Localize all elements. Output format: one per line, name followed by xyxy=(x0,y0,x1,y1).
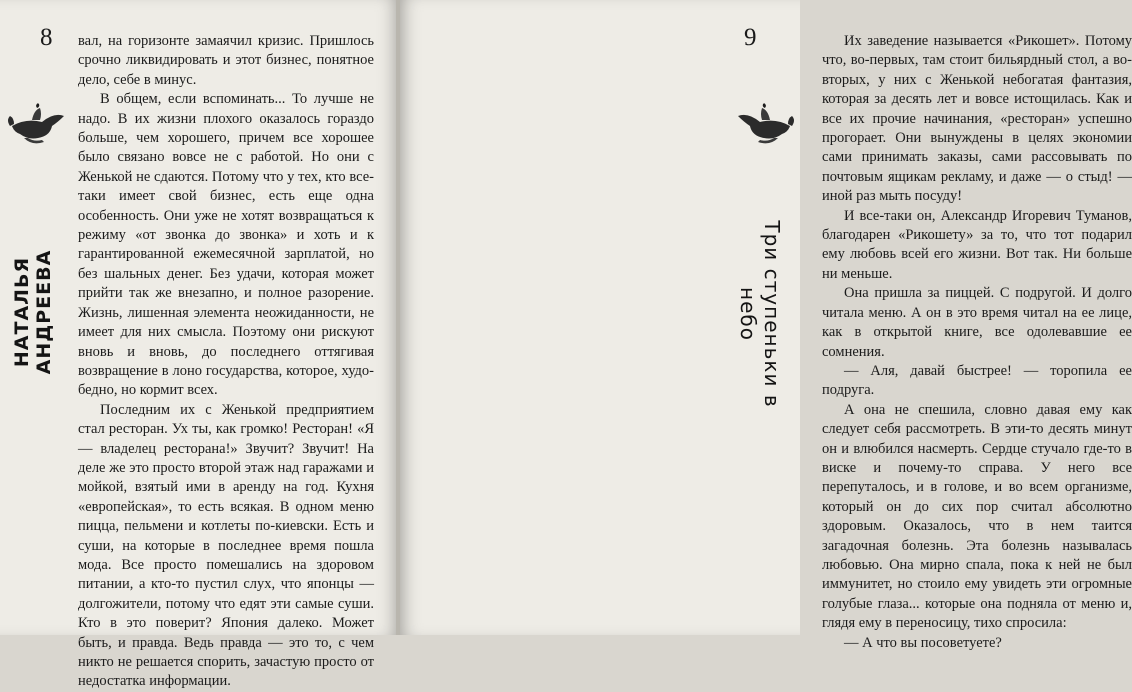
genie-lamp-icon xyxy=(6,96,68,150)
left-page xyxy=(0,0,398,690)
paragraph: Она пришла за пиццей. С подругой. И долго читала меню. А он в это время читал на ее лице, как в открытой книге, все одолевавшие ее сомнения. xyxy=(822,285,1132,360)
paragraph: Их заведение называется «Рикошет». Потому что, во-первых, там стоит бильярдный стол, а во-вторых, у них с Женькой небогатая фантазия, которая за десять лет и вовсе истощилась. Как и все их прочие начинания, «ресторан» успешно прогорает. Они вынуждены в целях экономии сами принимать заказы, сами рассовывать по почтовым ящикам рекламу, и даже — о стыд! — иной раз мыть посуду! xyxy=(822,33,1132,205)
paragraph: В общем, если вспоминать... То лучше не надо. В их жизни плохого оказалось гораздо больше, чем хорошего, причем все хорошее было связано вовсе не с работой. Но они с Женькой не сдаются. Потому что у тех, кто все-таки имеет свой бизнес, есть еще одна особенность. Они уже не хотят возвращаться к режиму «от звонка до звонка» и хоть и к гарантированной ежемесячной зарплатой, но без шальных денег. Без удачи, которая может прийти так же внезапно, и полное разорение. Жизнь, лишенная элемента неожиданности, не имеет для них смысла. Поэтому они рискуют вновь и вновь, до последнего оттягивая возвращение в лоно государства, которое, худо-бедно, но кормит всех. xyxy=(78,91,374,399)
paragraph: вал, на горизонте замаячил кризис. Пришлось срочно ликвидировать и этот бизнес, понятное дело, себе в минус. xyxy=(78,33,374,88)
paragraph: — Аля, давай быстрее! — торопила ее подруга. xyxy=(822,362,1132,399)
page-number-right: 9 xyxy=(744,24,757,51)
running-head-author: НАТАЛЬЯ АНДРЕЕВА xyxy=(11,249,55,375)
right-page-body xyxy=(822,32,1132,653)
page-number-left: 8 xyxy=(40,24,53,51)
genie-lamp-icon xyxy=(734,96,796,150)
paragraph: — А что вы посоветуете? xyxy=(844,634,1002,651)
running-head-title: Три ступеньки в небо xyxy=(736,220,784,408)
paragraph: Последним их с Женькой предприятием стал ресторан. Ух ты, как громко! Ресторан! «Я — владелец ресторана!» Звучит? Звучит! На деле же это просто второй этаж над гаражами и мойкой, взятый ими в аренду на год. Кухня «европейская», то есть всякая. В одном меню пицца, пельмени и котлеты по-киевски. Есть и суши, на которые в последнее время пошла мода. Все просто помешались на здоровом питании, а кто-то пустил слух, что японцы — долгожители, потому что едят эти самые суши. Кто в это поверит? Япония далеко. Может быть, и правда. Ведь правда — это то, с чем никто не решается спорить, зачастую просто от недостатка информации. xyxy=(78,401,374,690)
paragraph: И все-таки он, Александр Игоревич Туманов, благодарен «Рикошету» за то, что тот подарил ему любовь всей его жизни. Вот так. Ни больше ни меньше. xyxy=(822,207,1132,282)
left-page-body xyxy=(78,32,374,692)
paragraph: А она не спешила, словно давая ему как следует себя рассмотреть. В эти-то десять минут он и влюбился насмерть. Сердце стучало где-то в виске и почему-то справа. У него все перепуталось, и в голове, и во всем организме, который он до сих пор считал абсолютно здоровым. Оказалось, что в нем таится загадочная болезнь. Эта болезнь называлась любовью. Она мирно спала, пока к ней не был иммунитет, но стоило ему увидеть эти огромные голубые глаза... которые она подняла от меню и, глядя ему в переносицу, тихо спросила: xyxy=(822,401,1132,632)
